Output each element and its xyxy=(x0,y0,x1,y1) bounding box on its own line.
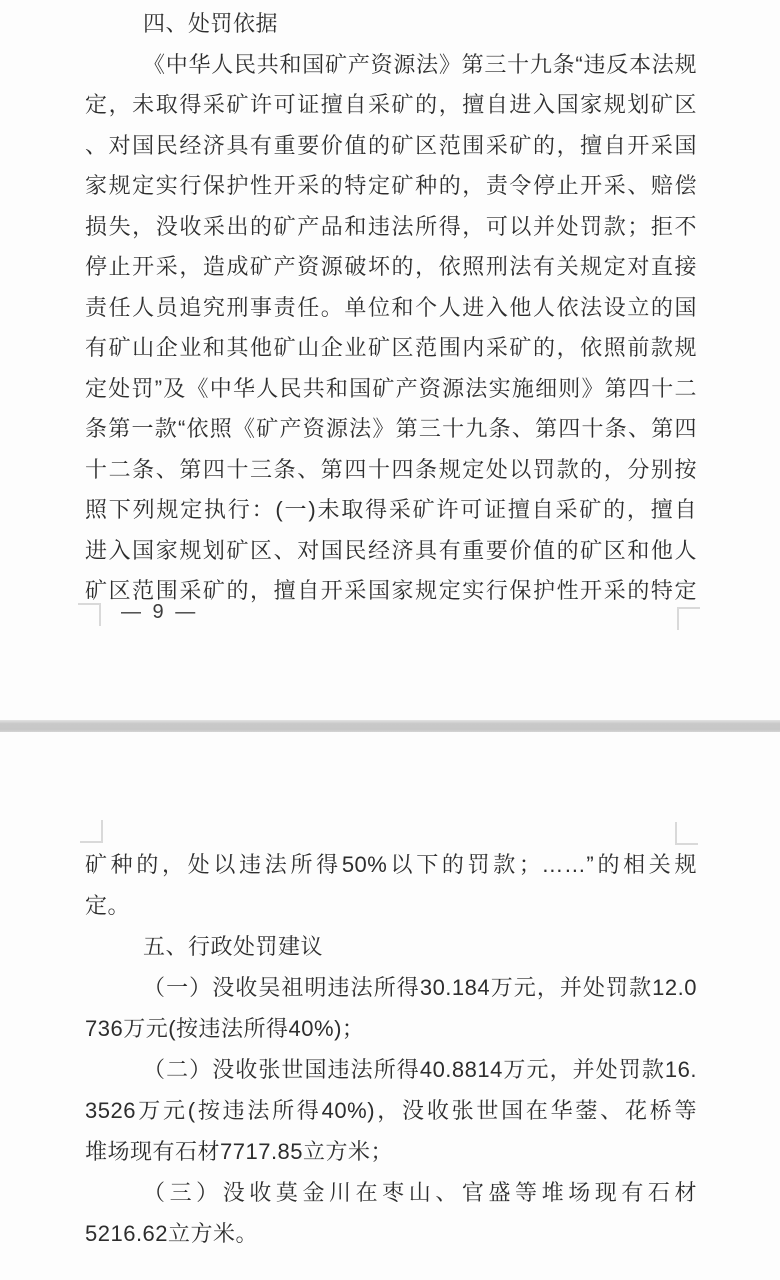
text-line: 、对国民经济具有重要价值的矿区范围采矿的，擅自开采国 xyxy=(85,132,697,158)
page-10 xyxy=(0,732,780,1280)
text-boundary-corner-mark xyxy=(677,607,700,630)
text-line: 损失，没收采出的矿产品和违法所得，可以并处罚款；拒不 xyxy=(85,213,697,239)
text-line: （二）没收张世国违法所得40.8814万元，并处罚款16. xyxy=(143,1057,697,1082)
text-line: （一）没收吴祖明违法所得30.184万元，并处罚款12.0 xyxy=(143,975,697,1000)
text-line: （三）没收莫金川在枣山、官盛等堆场现有石材 xyxy=(143,1180,697,1205)
section-heading-4: 四、处罚依据 xyxy=(143,11,279,36)
text-line: 十二条、第四十三条、第四十四条规定处以罚款的，分别按 xyxy=(85,456,697,482)
text-line: 《中华人民共和国矿产资源法》第三十九条“违反本法规 xyxy=(143,51,697,77)
page-number: — 9 — xyxy=(121,601,199,623)
text-line: 定，未取得采矿许可证擅自采矿的，擅自进入国家规划矿区 xyxy=(85,92,697,117)
text-line: 家规定实行保护性开采的特定矿种的，责令停止开采、赔偿 xyxy=(85,173,697,198)
text-line: 3526万元(按违法所得40%)，没收张世国在华蓥、花桥等 xyxy=(85,1098,697,1123)
page-separator-band xyxy=(0,720,780,732)
text-line: 736万元(按违法所得40%)； xyxy=(85,1016,365,1041)
page-9-text-block xyxy=(85,4,697,612)
text-line: 堆场现有石材7717.85立方米； xyxy=(85,1139,394,1164)
text-line: 矿种的，处以违法所得50%以下的罚款；……”的相关规 xyxy=(85,852,697,877)
text-line: 定处罚”及《中华人民共和国矿产资源法实施细则》第四十二 xyxy=(85,375,697,401)
section-heading-5: 五、行政处罚建议 xyxy=(143,934,324,959)
text-line: 定。 xyxy=(85,893,131,918)
text-line: 矿区范围采矿的，擅自开采国家规定实行保护性开采的特定 xyxy=(85,578,697,603)
text-line: 照下列规定执行：(一)未取得采矿许可证擅自采矿的，擅自 xyxy=(85,497,697,522)
text-line: 责任人员追究刑事责任。单位和个人进入他人依法设立的国 xyxy=(85,294,697,320)
text-line: 进入国家规划矿区、对国民经济具有重要价值的矿区和他人 xyxy=(85,537,697,563)
text-line: 停止开采，造成矿产资源破坏的，依照刑法有关规定对直接 xyxy=(85,254,697,279)
text-boundary-corner-mark xyxy=(80,820,103,843)
page-10-text-block xyxy=(85,844,697,1254)
text-line: 条第一款“依照《矿产资源法》第三十九条、第四十条、第四 xyxy=(85,416,697,441)
text-boundary-corner-mark xyxy=(78,603,101,626)
text-line: 5216.62立方米。 xyxy=(85,1221,259,1246)
text-line: 有矿山企业和其他矿山企业矿区范围内采矿的，依照前款规 xyxy=(85,335,697,360)
text-boundary-corner-mark xyxy=(675,822,698,845)
